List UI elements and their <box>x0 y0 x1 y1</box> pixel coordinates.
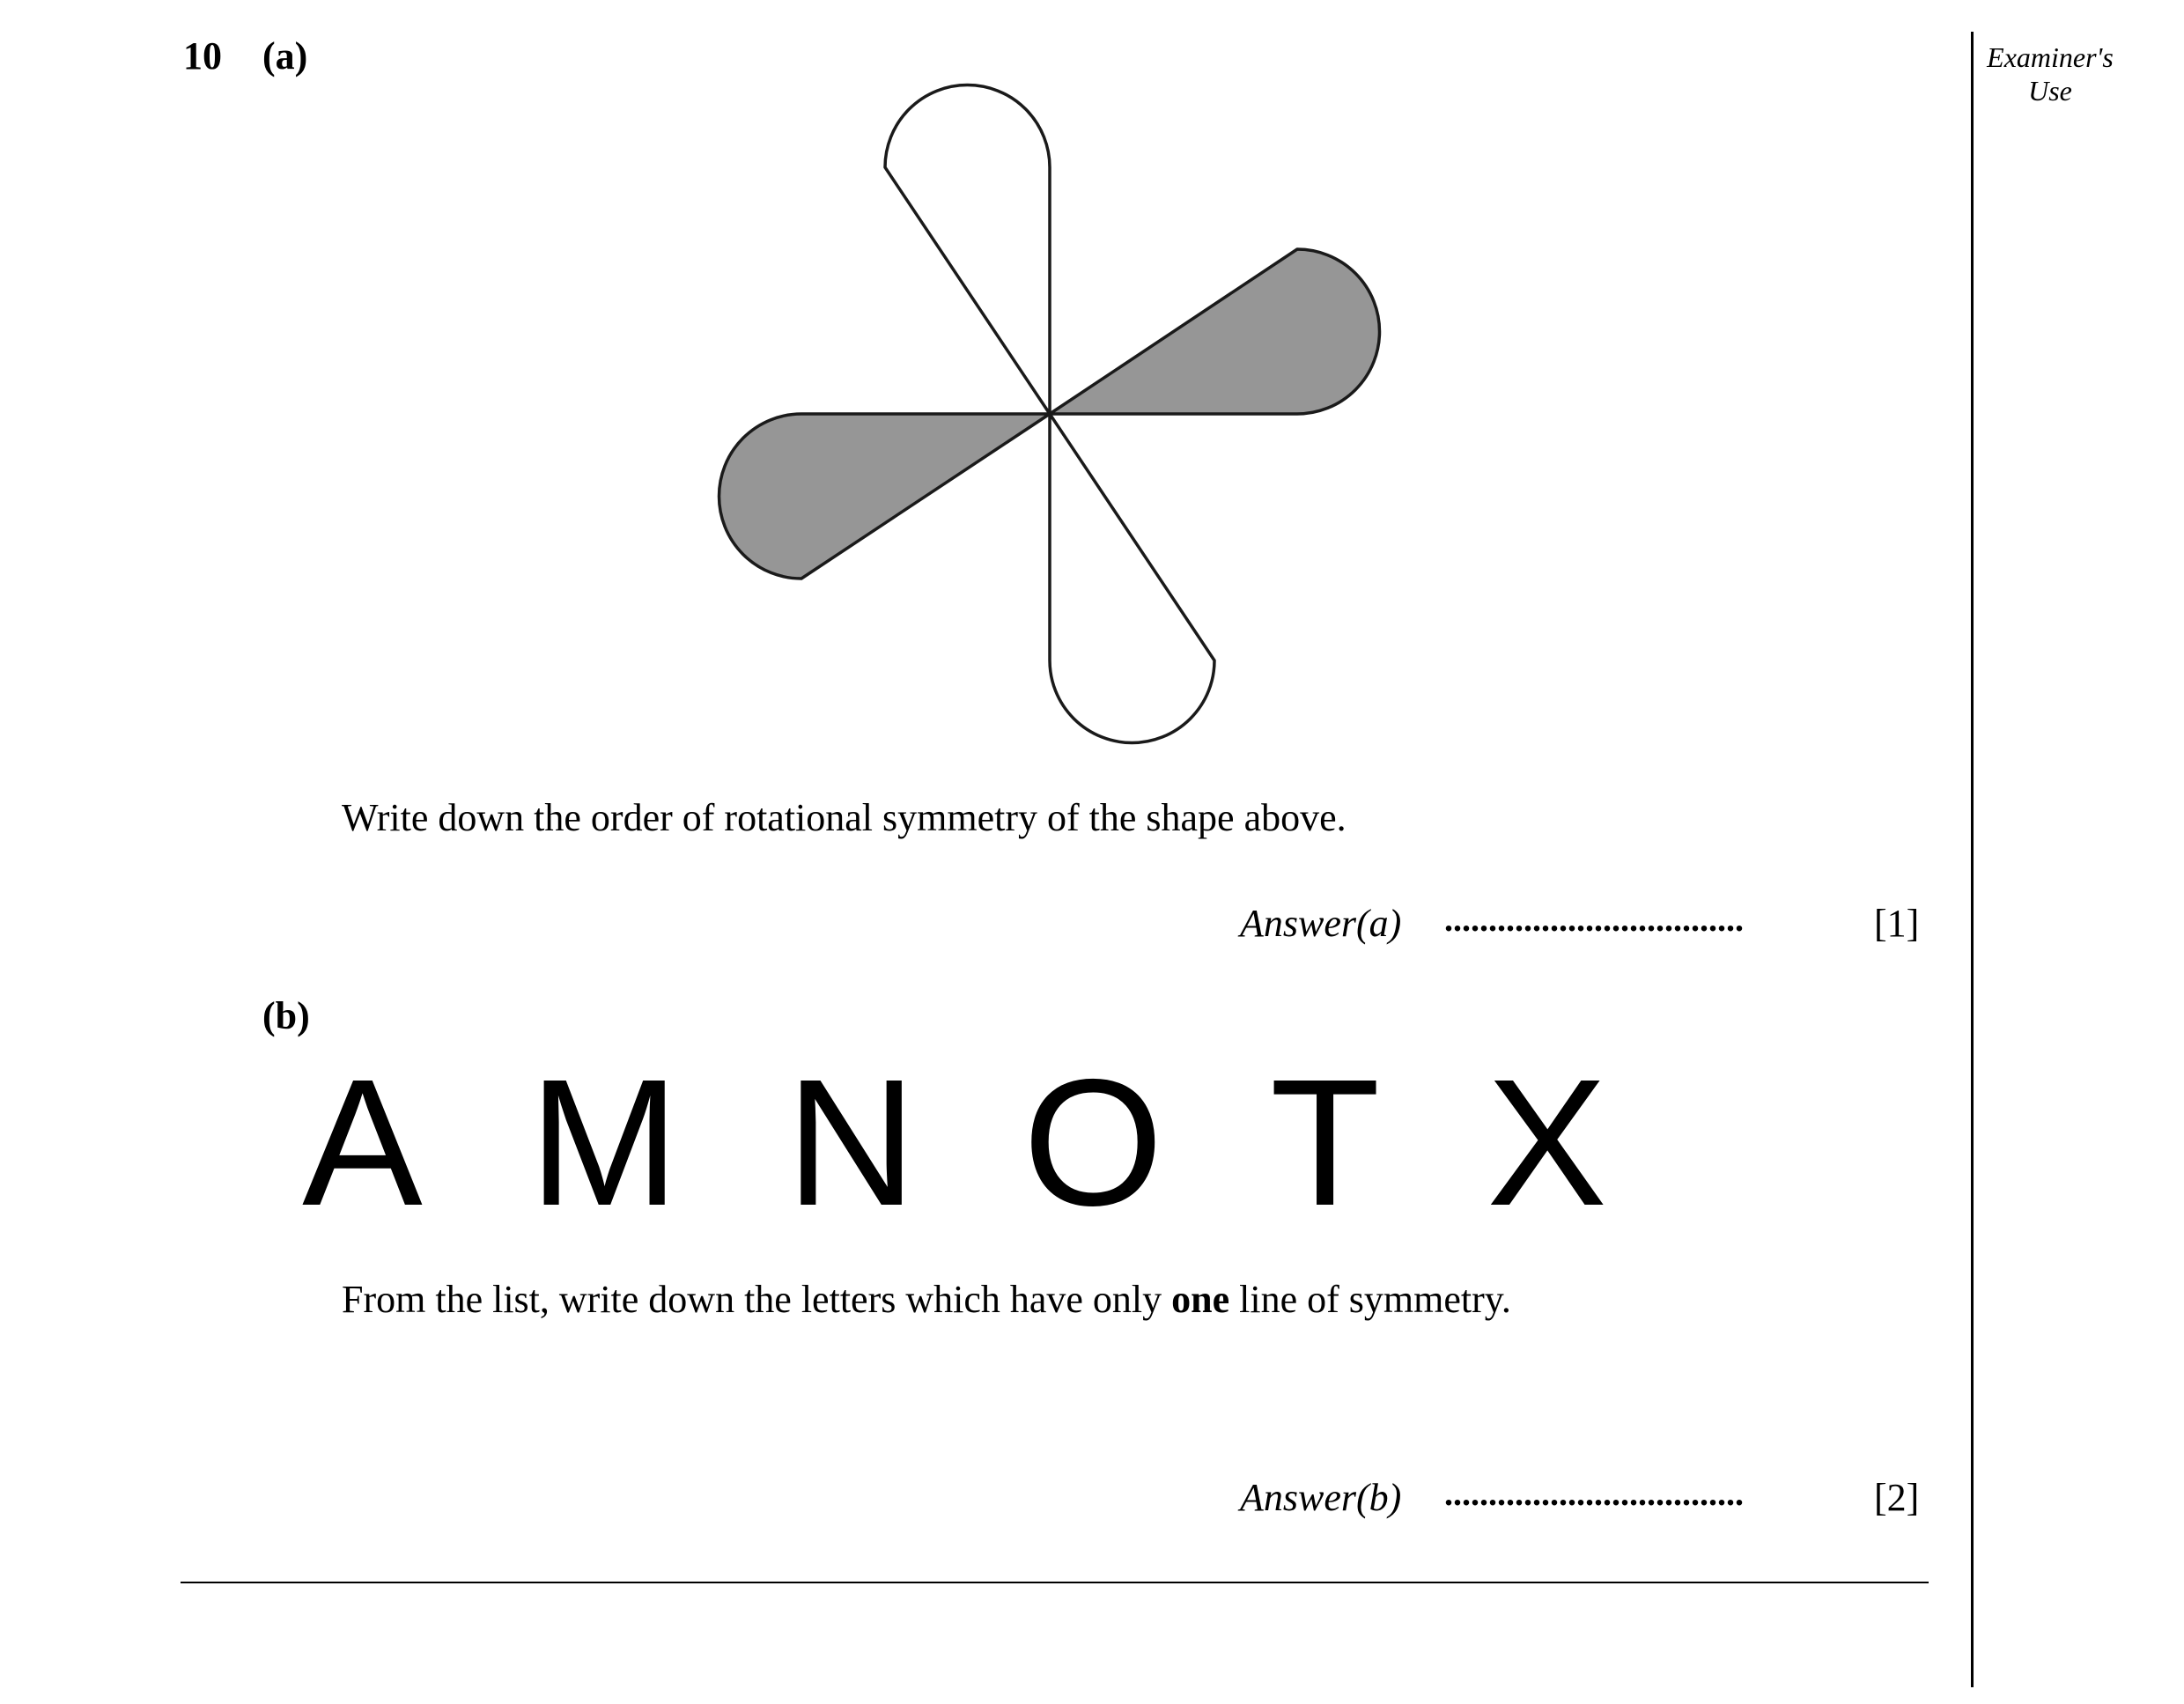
letter-list <box>0 1039 1937 1247</box>
question-end-rule <box>181 1582 1929 1583</box>
question-number: 10 <box>183 34 222 77</box>
letter-x: X <box>1487 1042 1635 1243</box>
part-a-label: (a) <box>262 34 308 77</box>
part-b-question <box>342 1277 1511 1322</box>
answer-a-line[interactable]: .................................. <box>1444 899 1744 939</box>
part-b-question-start: From the list, write down the letters which have only <box>342 1278 1172 1321</box>
petal-top <box>885 85 1050 415</box>
part-b-question-emphasis: one <box>1171 1278 1230 1321</box>
letter-a: A <box>302 1042 451 1243</box>
examiner-use-heading: Examiner's Use <box>1987 41 2114 107</box>
petal-left <box>719 414 1051 579</box>
part-b-marks: [2] <box>1874 1476 1920 1519</box>
answer-b-label: Answer(b) <box>1240 1476 1402 1519</box>
part-a-question: Write down the order of rotational symmetry of the shape above. <box>342 796 1347 839</box>
answer-a-label: Answer(a) <box>1240 902 1402 945</box>
part-a-marks: [1] <box>1874 902 1920 945</box>
letter-m: M <box>528 1042 708 1243</box>
petal-right <box>1050 249 1380 414</box>
letter-n: N <box>786 1042 945 1243</box>
letter-o: O <box>1022 1042 1192 1243</box>
letter-t: T <box>1269 1042 1409 1243</box>
petal-bottom <box>1050 414 1214 743</box>
answer-b-line[interactable]: .................................. <box>1444 1473 1744 1513</box>
part-b-label: (b) <box>262 994 310 1037</box>
part-b-question-end: line of symmetry. <box>1229 1278 1511 1321</box>
